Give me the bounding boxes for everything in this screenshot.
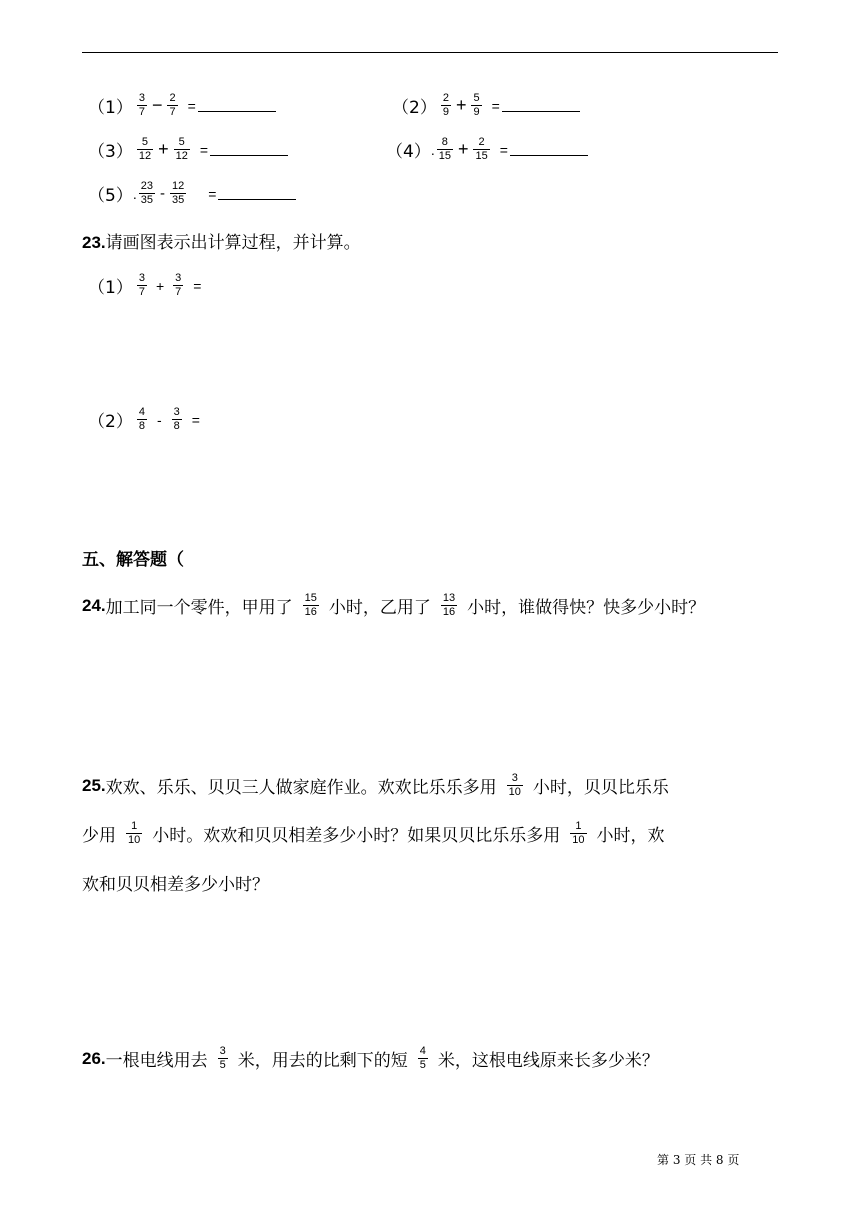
numerator: 4	[419, 1045, 426, 1057]
operator: +	[455, 95, 467, 115]
numerator: 5	[473, 92, 480, 104]
fraction	[170, 180, 186, 207]
fraction	[174, 136, 190, 163]
numerator: 13	[442, 592, 456, 604]
operator: +	[155, 277, 165, 294]
fraction	[570, 820, 586, 847]
fraction	[441, 592, 457, 619]
fraction	[167, 92, 177, 119]
equals-sign: =	[199, 141, 209, 158]
item-label: （5）	[88, 186, 133, 206]
answer-blank[interactable]	[218, 187, 296, 200]
numerator: 2	[478, 136, 485, 148]
fraction	[418, 1045, 428, 1072]
numerator: 23	[140, 180, 153, 192]
equals-sign: =	[499, 141, 508, 158]
question-text: 欢欢、乐乐、贝贝三人做家庭作业。欢欢比乐乐多用	[105, 778, 497, 798]
numerator: 2	[169, 92, 176, 104]
item-3	[88, 136, 288, 163]
fraction	[137, 406, 147, 433]
numerator: 3	[511, 772, 518, 784]
question-text: 请画图表示出计算过程，并计算。	[105, 233, 361, 253]
fraction	[172, 406, 182, 433]
equals-sign: =	[491, 97, 500, 114]
question-text: 少用	[82, 826, 116, 846]
question-text: 小时，谁做得快？快多少小时？	[467, 598, 706, 618]
denominator: 7	[175, 286, 182, 298]
denominator: 35	[171, 194, 185, 206]
numerator: 3	[175, 272, 182, 284]
numerator: 1	[131, 820, 138, 832]
denominator: 12	[138, 150, 152, 162]
question-text: 加工同一个零件，甲用了	[105, 598, 293, 618]
question-number: 24.	[82, 595, 106, 615]
fraction	[173, 272, 183, 299]
question-number: 26.	[82, 1048, 106, 1068]
item-label: （4）	[386, 142, 431, 162]
answer-blank[interactable]	[198, 99, 276, 112]
denominator: 5	[419, 1059, 426, 1071]
operator: −	[151, 95, 163, 115]
numerator: 12	[171, 180, 185, 192]
item-label: （2）	[392, 98, 437, 118]
numerator: 2	[442, 92, 449, 104]
answer-blank[interactable]	[210, 143, 288, 156]
question-26	[82, 1045, 782, 1072]
fraction	[507, 772, 523, 799]
operator: +	[457, 139, 469, 159]
item-label: （1）	[88, 278, 133, 298]
fraction	[471, 92, 481, 119]
header-rule	[82, 52, 778, 53]
question-text: 欢和贝贝相差多少小时？	[82, 875, 269, 895]
equals-sign: =	[187, 97, 196, 114]
item-5	[88, 180, 296, 207]
denominator: 7	[138, 106, 145, 118]
question-text: 米，用去的比剩下的短	[237, 1051, 408, 1071]
question-25-line-3	[82, 870, 782, 895]
equals-sign: =	[208, 185, 217, 202]
denominator: 10	[508, 786, 521, 798]
item-4	[386, 136, 588, 163]
denominator: 9	[473, 106, 480, 118]
denominator: 5	[219, 1059, 226, 1071]
fraction	[137, 272, 147, 299]
equals-sign: =	[193, 277, 202, 294]
numerator: 5	[141, 136, 149, 148]
numerator: 4	[138, 406, 145, 418]
answer-blank[interactable]	[502, 99, 580, 112]
denominator: 9	[442, 106, 449, 118]
operator: -	[156, 411, 162, 428]
numerator: 15	[304, 592, 317, 604]
numerator: 3	[173, 406, 180, 418]
equals-sign: =	[191, 411, 200, 428]
question-text: 小时，贝贝比乐乐	[532, 778, 669, 798]
numerator: 3	[138, 272, 145, 284]
stray-dot: .	[430, 141, 435, 158]
item-1	[88, 92, 276, 119]
numerator: 8	[441, 136, 448, 148]
q23-item-1	[88, 272, 201, 299]
fraction	[126, 820, 142, 847]
question-text: 小时，乙用了	[328, 598, 431, 618]
fraction	[437, 136, 453, 163]
denominator: 15	[438, 150, 451, 162]
denominator: 7	[138, 286, 145, 298]
fraction	[218, 1045, 228, 1072]
section-title: 五、解答题（	[82, 550, 184, 570]
denominator: 15	[475, 150, 488, 162]
denominator: 10	[572, 834, 585, 846]
fraction	[139, 180, 155, 207]
question-number: 25.	[82, 775, 106, 795]
numerator: 5	[178, 136, 185, 148]
numerator: 1	[575, 820, 582, 832]
item-label: （3）	[88, 142, 133, 162]
question-25-line-2	[82, 820, 782, 847]
question-24	[82, 592, 782, 619]
question-text: 小时，欢	[596, 826, 665, 846]
denominator: 8	[173, 420, 180, 432]
fraction	[441, 92, 451, 119]
question-23	[82, 228, 782, 253]
answer-blank[interactable]	[510, 143, 588, 156]
numerator: 3	[138, 92, 145, 104]
question-text: 小时。欢欢和贝贝相差多少小时？如果贝贝比乐乐多用	[152, 826, 561, 846]
fraction	[137, 136, 153, 163]
fraction	[303, 592, 319, 619]
numerator: 3	[219, 1045, 226, 1057]
denominator: 8	[138, 420, 145, 432]
item-label: （1）	[88, 98, 133, 118]
denominator: 12	[175, 150, 188, 162]
question-text: 一根电线用去	[105, 1051, 208, 1071]
denominator: 16	[442, 606, 456, 618]
q23-item-2	[88, 406, 200, 433]
fraction	[473, 136, 489, 163]
denominator: 16	[304, 606, 317, 618]
item-2	[392, 92, 580, 119]
operator: +	[158, 139, 169, 159]
question-number: 23.	[82, 233, 106, 252]
denominator: 10	[128, 834, 141, 846]
denominator: 35	[140, 194, 153, 206]
operator: -	[159, 185, 165, 202]
question-25-line-1	[82, 772, 782, 799]
stray-dot: .	[132, 185, 137, 202]
denominator: 7	[169, 106, 176, 118]
item-label: （2）	[88, 412, 133, 432]
fraction	[137, 92, 147, 119]
question-text: 米，这根电线原来长多少米？	[437, 1051, 659, 1071]
page-footer: 第 3 页 共 8 页	[657, 1153, 740, 1167]
